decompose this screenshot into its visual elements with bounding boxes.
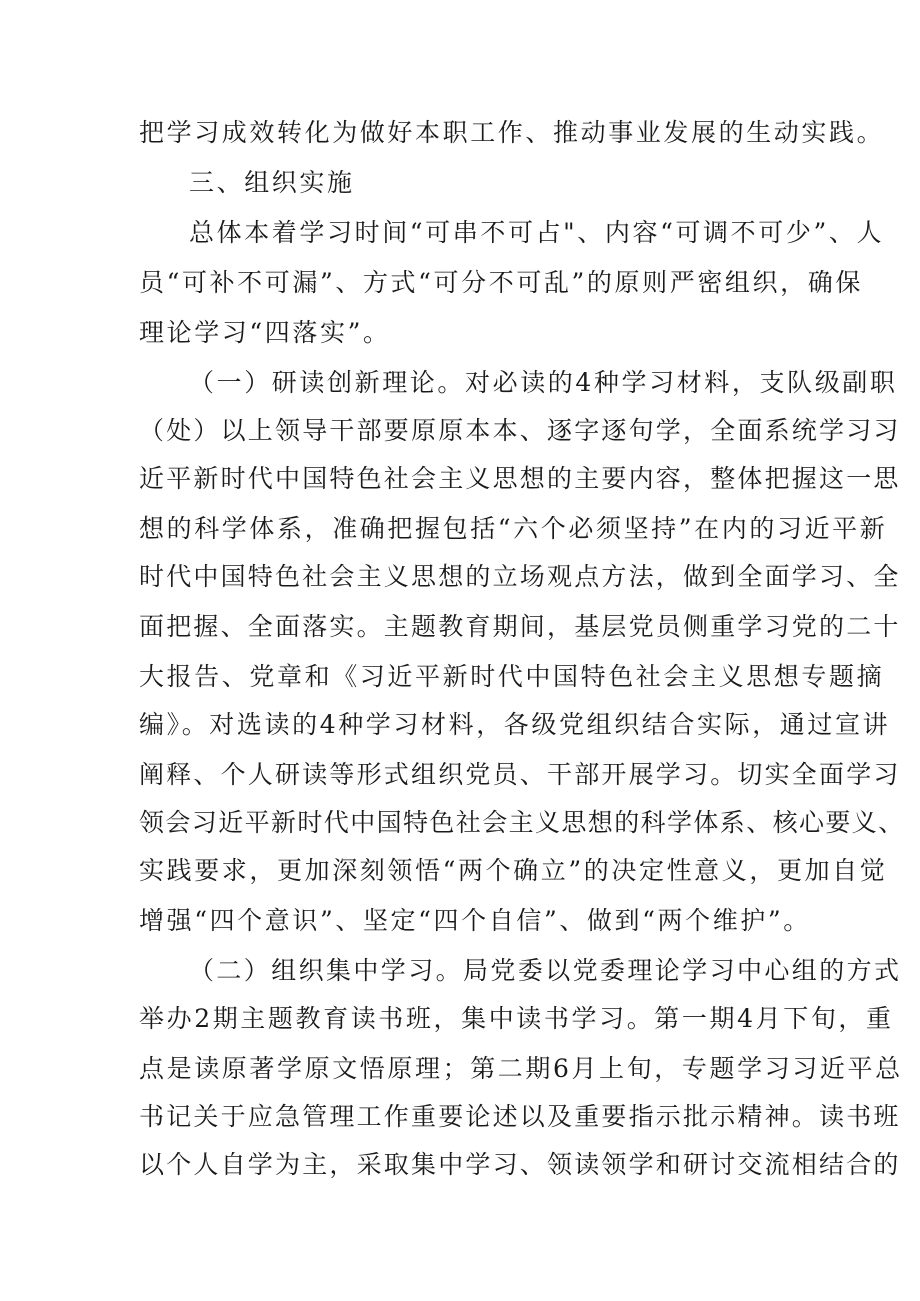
subsection-1-line-1: （一）研读创新理论。对必读的4种学习材料，支队级副职 <box>189 368 898 397</box>
body-line-13: 编》。对选读的4种学习材料，各级党组织结合实际，通过宣讲 <box>139 710 891 739</box>
body-line-9: 想的科学体系，准确把握包括“六个必须坚持”在内的习近平新 <box>139 514 888 543</box>
body-line-5: 理论学习“四落实”。 <box>139 318 391 347</box>
body-line-7: （处）以上领导干部要原原本本、逐字逐句学，全面系统学习习 <box>139 416 901 445</box>
body-line-16: 实践要求，更加深刻领悟“两个确立”的决定性意义，更加自觉 <box>139 856 888 885</box>
section-heading: 三、组织实施 <box>189 168 355 197</box>
body-line-20: 点是读原著学原文悟原理；第二期6月上旬，专题学习习近平总 <box>139 1054 903 1083</box>
body-line-17: 增强“四个意识”、坚定“四个自信”、做到“两个维护”。 <box>139 906 811 935</box>
body-line-8: 近平新时代中国特色社会主义思想的主要内容，整体把握这一思 <box>139 464 901 493</box>
body-line-1: 把学习成效转化为做好本职工作、推动事业发展的生动实践。 <box>139 118 885 147</box>
subsection-2-line-1: （二）组织集中学习。局党委以党委理论学习中心组的方式 <box>189 956 902 985</box>
body-line-14: 阐释、个人研读等形式组织党员、干部开展学习。切实全面学习 <box>139 760 901 789</box>
body-line-15: 领会习近平新时代中国特色社会主义思想的科学体系、核心要义、 <box>139 808 905 837</box>
body-line-12: 大报告、党章和《习近平新时代中国特色社会主义思想专题摘 <box>139 662 885 691</box>
body-line-10: 时代中国特色社会主义思想的立场观点方法，做到全面学习、全 <box>139 562 901 591</box>
body-line-11: 面把握、全面落实。主题教育期间，基层党员侧重学习党的二十 <box>139 612 901 641</box>
body-line-4: 员“可补不可漏”、方式“可分不可乱”的原则严密组织，确保 <box>139 268 863 297</box>
body-line-22: 以个人自学为主，采取集中学习、领读领学和研讨交流相结合的 <box>139 1150 901 1179</box>
body-line-21: 书记关于应急管理工作重要论述以及重要指示批示精神。读书班 <box>139 1102 901 1131</box>
body-line-19: 举办2期主题教育读书班，集中读书学习。第一期4月下旬，重 <box>139 1004 894 1033</box>
body-line-3: 总体本着学习时间“可串不可占"、内容“可调不可少”、人 <box>189 218 885 247</box>
